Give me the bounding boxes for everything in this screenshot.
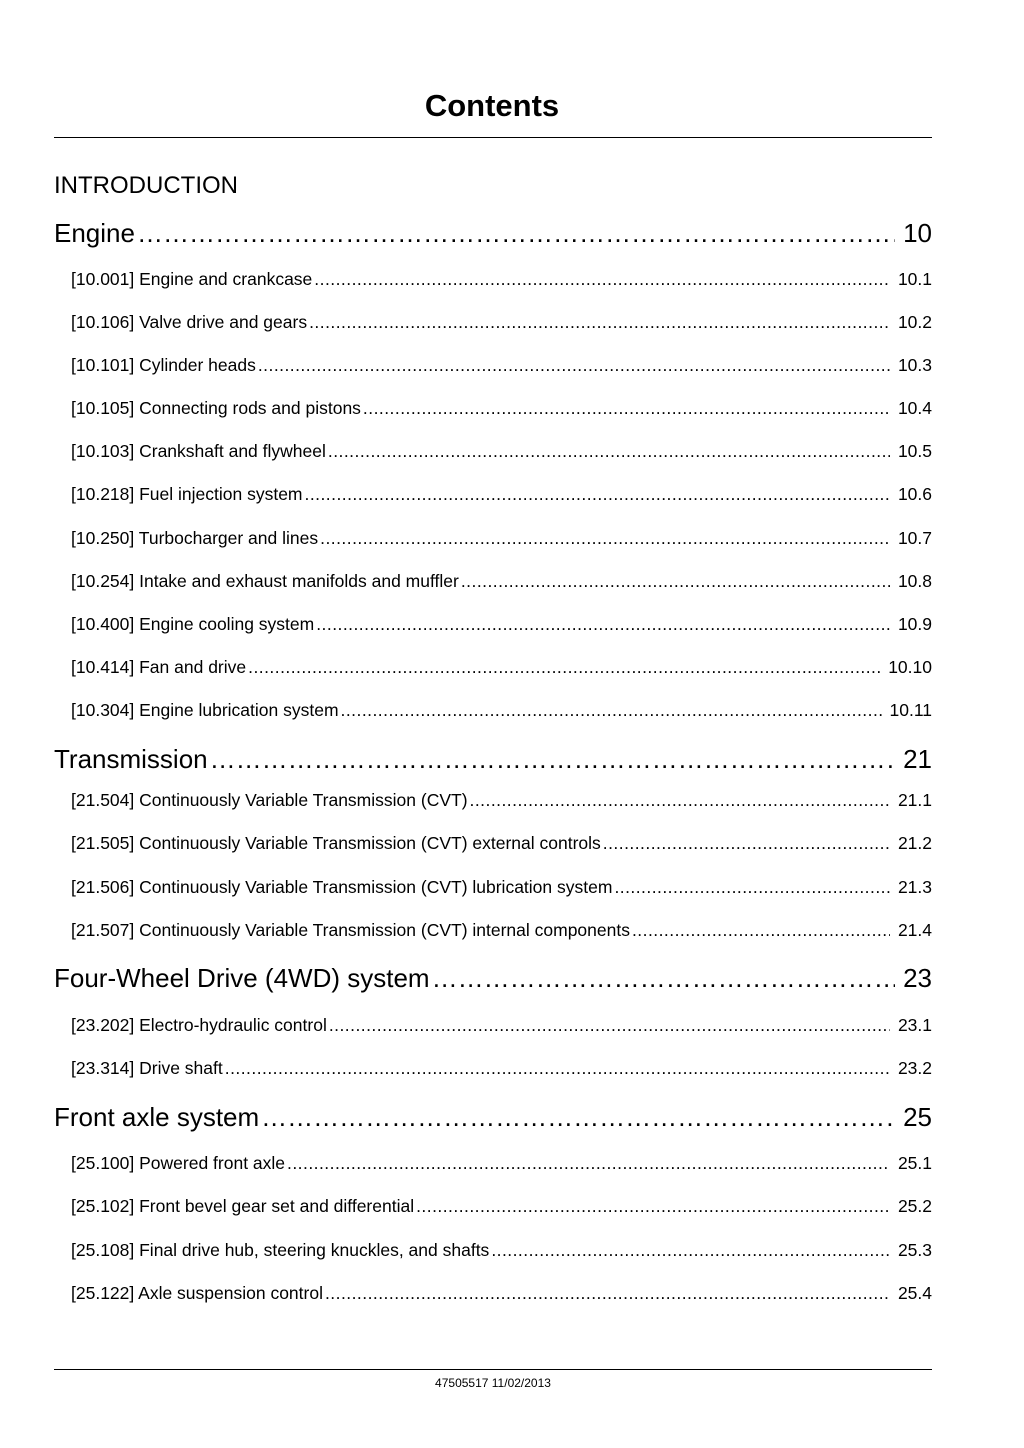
- entry-page-number: 10.9: [897, 614, 932, 634]
- dot-leader: [316, 612, 890, 636]
- dot-leader: [314, 267, 890, 291]
- toc-entry[interactable]: [71, 482, 932, 506]
- entry-label: [10.106] Valve drive and gears: [71, 312, 308, 332]
- page-title: Contents: [424, 88, 560, 123]
- toc-entry[interactable]: [71, 353, 932, 377]
- section-page-number: 23: [903, 963, 932, 993]
- dot-leader: [614, 875, 890, 899]
- entry-page-number: 25.4: [897, 1283, 932, 1303]
- toc-entry[interactable]: [71, 569, 932, 593]
- dot-leader: [261, 1100, 895, 1134]
- dot-leader: [432, 961, 895, 995]
- entry-page-number: 21.4: [897, 920, 932, 940]
- entry-page-number: 25.3: [897, 1240, 932, 1260]
- entry-label: [21.507] Continuously Variable Transmission (CVT) internal components: [71, 920, 630, 940]
- toc-entry[interactable]: [71, 526, 932, 550]
- toc-entry[interactable]: [71, 1194, 932, 1218]
- toc-section-transmission[interactable]: [54, 742, 932, 776]
- dot-leader: [416, 1194, 890, 1218]
- dot-leader: [491, 1238, 890, 1262]
- entry-page-number: 10.5: [897, 441, 932, 461]
- entry-page-number: 23.2: [897, 1058, 932, 1078]
- section-label: Four-Wheel Drive (4WD) system: [54, 963, 430, 993]
- dot-leader: [287, 1151, 890, 1175]
- entry-page-number: 10.3: [897, 355, 932, 375]
- section-label: Transmission: [54, 744, 208, 774]
- entry-page-number: 10.4: [897, 398, 932, 418]
- entry-page-number: 10.10: [888, 657, 932, 677]
- introduction-heading: INTRODUCTION: [54, 172, 238, 199]
- toc-entry[interactable]: [71, 1281, 932, 1305]
- entry-label: [23.202] Electro-hydraulic control: [71, 1015, 327, 1035]
- dot-leader: [341, 698, 882, 722]
- toc-entry[interactable]: [71, 396, 932, 420]
- entry-label: [10.414] Fan and drive: [71, 657, 247, 677]
- dot-leader: [225, 1056, 890, 1080]
- dot-leader: [470, 788, 890, 812]
- dot-leader: [325, 1281, 890, 1305]
- toc-entry[interactable]: [71, 1056, 932, 1080]
- dot-leader: [137, 216, 895, 250]
- toc-entry[interactable]: [71, 788, 932, 812]
- entry-label: [25.122] Axle suspension control: [71, 1283, 323, 1303]
- entry-label: [10.103] Crankshaft and flywheel: [71, 441, 326, 461]
- footer-rule: [54, 1369, 932, 1370]
- toc-section-front-axle[interactable]: [54, 1100, 932, 1134]
- dot-leader: [309, 310, 890, 334]
- entry-label: [10.218] Fuel injection system: [71, 484, 303, 504]
- toc-entry[interactable]: [71, 612, 932, 636]
- toc-entry[interactable]: [71, 1238, 932, 1262]
- toc-section-four-wheel-drive[interactable]: [54, 961, 932, 995]
- toc-entry[interactable]: [71, 698, 932, 722]
- toc-entry[interactable]: [71, 439, 932, 463]
- section-label: Front axle system: [54, 1102, 260, 1132]
- entry-page-number: 10.8: [897, 571, 932, 591]
- entry-page-number: 21.2: [897, 833, 932, 853]
- toc-entry[interactable]: [71, 655, 932, 679]
- dot-leader: [461, 569, 890, 593]
- entry-page-number: 21.1: [897, 790, 932, 810]
- toc-section-engine[interactable]: [54, 216, 932, 250]
- entry-label: [10.001] Engine and crankcase: [71, 269, 313, 289]
- dot-leader: [603, 831, 890, 855]
- entry-page-number: 10.6: [897, 484, 932, 504]
- entry-label: [21.504] Continuously Variable Transmission (CVT): [71, 790, 468, 810]
- entry-page-number: 10.2: [897, 312, 932, 332]
- toc-entry[interactable]: [71, 1151, 932, 1175]
- toc-entry[interactable]: [71, 1013, 932, 1037]
- dot-leader: [305, 482, 890, 506]
- entry-label: [21.506] Continuously Variable Transmission (CVT) lubrication system: [71, 877, 613, 897]
- title-rule: [54, 137, 932, 138]
- dot-leader: [632, 918, 890, 942]
- toc-entry[interactable]: [71, 918, 932, 942]
- section-page-number: 21: [903, 744, 932, 774]
- section-label: Engine: [54, 218, 135, 248]
- entry-label: [25.108] Final drive hub, steering knuckles, and shafts: [71, 1240, 490, 1260]
- section-page-number: 10: [903, 218, 932, 248]
- dot-leader: [320, 526, 890, 550]
- toc-entry[interactable]: [71, 310, 932, 334]
- section-page-number: 25: [903, 1102, 932, 1132]
- dot-leader: [329, 1013, 890, 1037]
- toc-entry[interactable]: [71, 267, 932, 291]
- entry-page-number: 10.7: [897, 528, 932, 548]
- dot-leader: [328, 439, 890, 463]
- entry-page-number: 10.1: [897, 269, 932, 289]
- dot-leader: [248, 655, 880, 679]
- dot-leader: [363, 396, 890, 420]
- entry-label: [10.304] Engine lubrication system: [71, 700, 339, 720]
- entry-label: [25.100] Powered front axle: [71, 1153, 286, 1173]
- dot-leader: [258, 353, 890, 377]
- entry-label: [25.102] Front bevel gear set and differential: [71, 1196, 415, 1216]
- entry-label: [10.250] Turbocharger and lines: [71, 528, 319, 548]
- footer-doc-id: 47505517 11/02/2013: [435, 1376, 551, 1390]
- entry-label: [10.400] Engine cooling system: [71, 614, 315, 634]
- toc-entry[interactable]: [71, 875, 932, 899]
- entry-label: [10.254] Intake and exhaust manifolds and muffler: [71, 571, 459, 591]
- entry-label: [10.105] Connecting rods and pistons: [71, 398, 361, 418]
- entry-label: [10.101] Cylinder heads: [71, 355, 256, 375]
- toc-entry[interactable]: [71, 831, 932, 855]
- dot-leader: [210, 742, 895, 776]
- entry-page-number: 25.1: [897, 1153, 932, 1173]
- entry-page-number: 21.3: [897, 877, 932, 897]
- entry-page-number: 25.2: [897, 1196, 932, 1216]
- entry-page-number: 10.11: [889, 700, 932, 720]
- entry-page-number: 23.1: [897, 1015, 932, 1035]
- entry-label: [21.505] Continuously Variable Transmission (CVT) external controls: [71, 833, 601, 853]
- entry-label: [23.314] Drive shaft: [71, 1058, 223, 1078]
